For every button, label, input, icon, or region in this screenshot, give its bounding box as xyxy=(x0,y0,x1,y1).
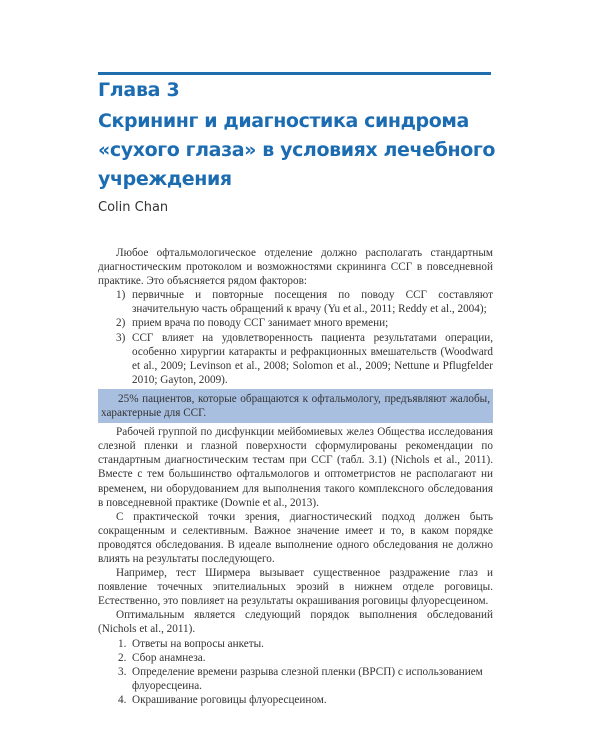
list-item-number: 1. xyxy=(118,637,127,650)
list-item-number: 2. xyxy=(118,651,127,664)
chapter-title-line: «сухого глаза» в условиях лечебного xyxy=(98,139,496,161)
intro-paragraph: Любое офтальмологическое отделение должно располагать стандартным диагностическим протоколом и возможностями скрининга ССГ в повседневной практике. Это объясняется рядом факторов: xyxy=(98,247,493,288)
list-item-number: 1) xyxy=(116,289,126,302)
chapter-title xyxy=(98,107,518,194)
chapter-title-line: Скрининг и диагностика синдрома xyxy=(98,110,469,132)
chapter-title-line: учреждения xyxy=(98,168,232,190)
body-text xyxy=(98,246,493,707)
list-item-text: прием врача по поводу ССГ занимает много времени; xyxy=(132,317,389,330)
list-item xyxy=(98,637,493,651)
paragraph: Оптимальным является следующий порядок выполнения обследований (Nichols et al., 2011). xyxy=(98,609,493,636)
list-item xyxy=(98,665,493,693)
order-steps-list xyxy=(98,637,493,707)
list-item xyxy=(98,288,493,316)
list-item xyxy=(98,331,493,387)
list-item-text: первичные и повторные посещения по поводу ССГ составляют значительную часть обращений к врачу (Yu et al., 2011; Reddy et al., 2004); xyxy=(132,289,493,316)
list-item-text: Определение времени разрыва слезной пленки (ВРСП) с использованием флуоресцеина. xyxy=(132,665,483,692)
list-item-text: Сбор анамнеза. xyxy=(132,651,206,664)
chapter-label: Глава 3 xyxy=(98,79,180,101)
highlight-box: 25% пациентов, которые обращаются к офтальмологу, предъявляют жалобы, характерные для ССГ. xyxy=(98,389,493,423)
list-item-number: 4. xyxy=(118,693,127,706)
chapter-author: Colin Chan xyxy=(98,200,169,215)
list-item xyxy=(98,651,493,665)
list-item-number: 2) xyxy=(116,317,126,330)
paragraph: Рабочей группой по дисфункции мейбомиевых желез Общества исследования слезной пленки и глазной поверхности сформулированы рекомендации по стандартным диагностическим тестам при ССГ (табл. 3.1) (Nichols et al., 2011). Вместе с тем большинство офтальмологов и оптометристов не располагают ни временем, ни оборудованием для выполнения такого комплексного обследования в повседневной практике (Downie et al., 2013). xyxy=(98,426,493,509)
paragraph: Например, тест Ширмера вызывает существенное раздражение глаз и появление точечных эпителиальных эрозий в нижнем отделе роговицы. Естественно, это повлияет на результаты окрашивания роговицы флуоресцеином. xyxy=(98,567,493,608)
list-item-text: Ответы на вопросы анкеты. xyxy=(132,637,264,650)
list-item-number: 3. xyxy=(118,665,127,678)
list-item-text: ССГ влияет на удовлетворенность пациента результатами операции, особенно хирургии катаракты и рефракционных вмешательств (Woodward et al., 2009; Levinson et al., 2008; Solomon et al., 2009; Nettune и Pflugfelder 2010; Gayton, 2009). xyxy=(132,331,493,386)
list-item xyxy=(98,316,493,330)
list-item xyxy=(98,693,493,707)
factors-list xyxy=(98,288,493,387)
list-item-number: 3) xyxy=(116,331,126,344)
paragraph: С практической точки зрения, диагностический подход должен быть сокращенным и селективным. Важное значение имеет и то, в каком порядке проводятся обследования. В идеале выполнение одного обследования не должно влиять на результаты последующего. xyxy=(98,510,493,565)
chapter-rule xyxy=(98,72,491,75)
list-item-text: Окрашивание роговицы флуоресцеином. xyxy=(132,693,327,706)
